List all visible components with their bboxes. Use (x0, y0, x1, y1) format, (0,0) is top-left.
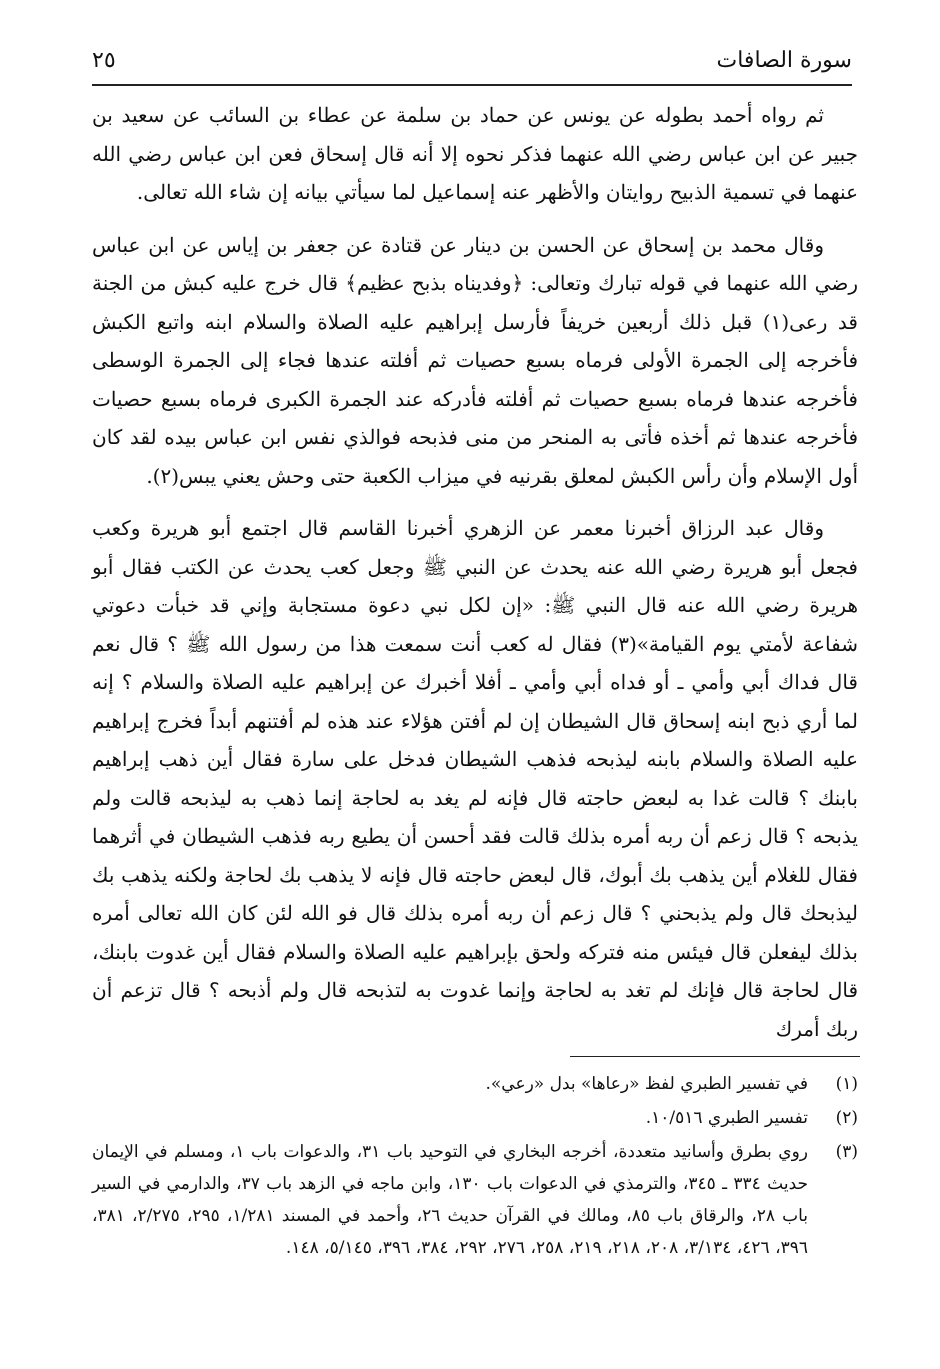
footnotes (92, 1068, 858, 1266)
paragraph: وقال محمد بن إسحاق عن الحسن بن دينار عن قتادة عن جعفر بن إياس عن ابن عباس رضي الله عنهما في قوله تبارك وتعالى: ﴿وفديناه بذبح عظيم﴾ قال خرج عليه كبش من الجنة قد رعى(١) قبل ذلك أربعين خريفاً فأرسل إبراهيم عليه الصلاة والسلام ابنه واتبع الكبش فأخرجه إلى الجمرة الأولى فرماه بسبع حصيات ثم أفلته عندها فجاء إلى الجمرة الوسطى فأخرجه عندها فرماه بسبع حصيات ثم أفلته فأدركه عند الجمرة الكبرى فرماه بسبع حصيات فأخرجه عندها ثم أخذه فأتى به المنحر من منى فذبحه فوالذي نفس ابن عباس بيده لقد كان أول الإسلام وأن رأس الكبش لمعلق بقرنيه في ميزاب الكعبة حتى وحش يعني يبس(٢). (92, 232, 858, 488)
paragraph: ثم رواه أحمد بطوله عن يونس عن حماد بن سلمة عن عطاء بن السائب عن سعيد بن جبير عن ابن عباس رضي الله عنهما فذكر نحوه إلا أنه قال إسحاق فعن ابن عباس رضي الله عنهما في تسمية الذبيح روايتان والأظهر عنه إسماعيل لما سيأتي بيانه إن شاء الله تعالى. (92, 103, 858, 204)
header-rule (92, 84, 852, 86)
main-text (92, 96, 858, 1062)
footnote-text: في تفسير الطبري لفظ «رعاها» بدل «رعي». (485, 1074, 808, 1094)
page-header (92, 40, 852, 80)
footnote (92, 1068, 858, 1100)
footnote-number: (٢) (835, 1108, 858, 1128)
footnote-number: (٣) (835, 1142, 858, 1162)
footnote (92, 1102, 858, 1134)
footnote-text: تفسير الطبري ١٠/٥١٦. (645, 1108, 808, 1128)
footnote (92, 1136, 858, 1264)
footnote-number: (١) (835, 1074, 858, 1094)
footnote-separator (570, 1056, 860, 1057)
paragraph: وقال عبد الرزاق أخبرنا معمر عن الزهري أخبرنا القاسم قال اجتمع أبو هريرة وكعب فجعل أبو هريرة رضي الله عنه يحدث عن النبي ﷺ وجعل كعب يحدث عن الكتب فقال أبو هريرة رضي الله عنه قال النبي ﷺ: «إن لكل نبي دعوة مستجابة وإني قد خبأت دعوتي شفاعة لأمتي يوم القيامة»(٣) فقال له كعب أنت سمعت هذا من رسول الله ﷺ ؟ قال نعم قال فداك أبي وأمي ـ أو فداه أبي وأمي ـ أفلا أخبرك عن إبراهيم عليه الصلاة والسلام ؟ إنه لما أري ذبح ابنه إسحاق قال الشيطان إن لم أفتن هؤلاء عند هذه لم أفتنهم أبداً فخرج إبراهيم عليه الصلاة والسلام بابنه ليذبحه فذهب الشيطان فدخل على سارة فقال أين ذهب إبراهيم بابنك ؟ قالت غدا به لبعض حاجته قال فإنه لم يغد به لحاجة إنما ذهب به ليذبحه قالت ولم يذبحه ؟ قال زعم أن ربه أمره بذلك قالت فقد أحسن أن يطيع ربه فذهب الشيطان في أثرهما فقال للغلام أين يذهب بك أبوك، قال لبعض حاجته قال فإنه لا يذهب بك لحاجة ولكنه يذهب بك ليذبحك قال ولم يذبحني ؟ قال زعم أن ربه أمره بذلك قال فو الله لئن كان الله تعالى أمره بذلك ليفعلن قال فيئس منه فتركه ولحق بإبراهيم عليه الصلاة والسلام فقال أين غدوت بابنك، قال لحاجة قال فإنك لم تغد به لحاجة وإنما غدوت به لتذبحه قال ولم أذبحه ؟ قال تزعم أن ربك أمرك (92, 516, 858, 1041)
footnote-text: روي بطرق وأسانيد متعددة، أخرجه البخاري في التوحيد باب ٣١، والدعوات باب ١، ومسلم في الإيمان حديث ٣٣٤ ـ ٣٤٥، والترمذي في الدعوات باب ١٣٠، وابن ماجه في الزهد باب ٣٧، والدارمي في السير باب ٢٨، والرقاق باب ٨٥، ومالك في القرآن حديث ٢٦، وأحمد في المسند ١/٢٨١، ٢٩٥، ٢/٢٧٥، ٣٨١، ٣٩٦، ٤٢٦، ٣/١٣٤، ٢٠٨، ٢١٨، ٢١٩، ٢٥٨، ٢٧٦، ٢٩٢، ٣٨٤، ٣٩٦، ٥/١٤٥، ١٤٨. (92, 1142, 809, 1258)
page-number: ٢٥ (92, 47, 116, 73)
surah-title: سورة الصافات (716, 47, 852, 73)
